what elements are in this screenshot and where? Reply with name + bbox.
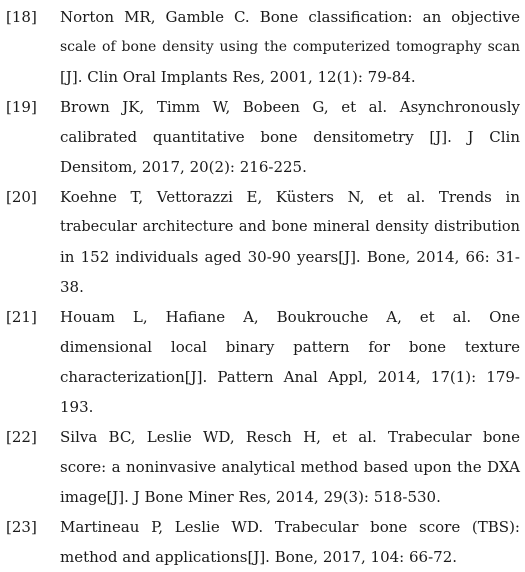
- reference-line: calibrated quantitative bone densitometry [J]. J Clin: [60, 128, 520, 146]
- reference-line: Norton MR, Gamble C. Bone classification: an objective: [60, 8, 520, 26]
- reference-line: Brown JK, Timm W, Bobeen G, et al. Asynchronously: [60, 98, 520, 116]
- reference-line: Koehne T, Vettorazzi E, Küsters N, et al. Trends in: [60, 188, 520, 206]
- reference-number: [20]: [6, 188, 37, 206]
- reference-number: [23]: [6, 518, 37, 536]
- reference-number: [18]: [6, 8, 37, 26]
- reference-line: Silva BC, Leslie WD, Resch H, et al. Trabecular bone: [60, 428, 520, 446]
- reference-line: dimensional local binary pattern for bone texture: [60, 338, 520, 356]
- reference-number: [19]: [6, 98, 37, 116]
- reference-line: 38.: [60, 278, 84, 296]
- reference-line: [J]. Clin Oral Implants Res, 2001, 12(1): 79-84.: [60, 68, 416, 86]
- reference-line: scale of bone density using the computerized tomography scan: [60, 39, 520, 55]
- reference-line: score: a noninvasive analytical method based upon the DXA: [60, 458, 520, 476]
- reference-number: [22]: [6, 428, 37, 446]
- reference-line: method and applications[J]. Bone, 2017, 104: 66-72.: [60, 548, 458, 566]
- reference-line: Martineau P, Leslie WD. Trabecular bone score (TBS):: [60, 518, 520, 536]
- reference-line: Densitom, 2017, 20(2): 216-225.: [60, 158, 307, 176]
- reference-line: characterization[J]. Pattern Anal Appl, 2014, 17(1): 179-: [60, 368, 520, 386]
- reference-line: image[J]. J Bone Miner Res, 2014, 29(3): 518-530.: [60, 488, 441, 506]
- reference-line: Houam L, Hafiane A, Boukrouche A, et al. One: [60, 308, 520, 326]
- reference-line: 193.: [60, 398, 94, 416]
- reference-number: [21]: [6, 308, 37, 326]
- reference-line: trabecular architecture and bone mineral density distribution: [60, 219, 520, 235]
- reference-line: in 152 individuals aged 30-90 years[J]. Bone, 2014, 66: 31-: [60, 248, 520, 266]
